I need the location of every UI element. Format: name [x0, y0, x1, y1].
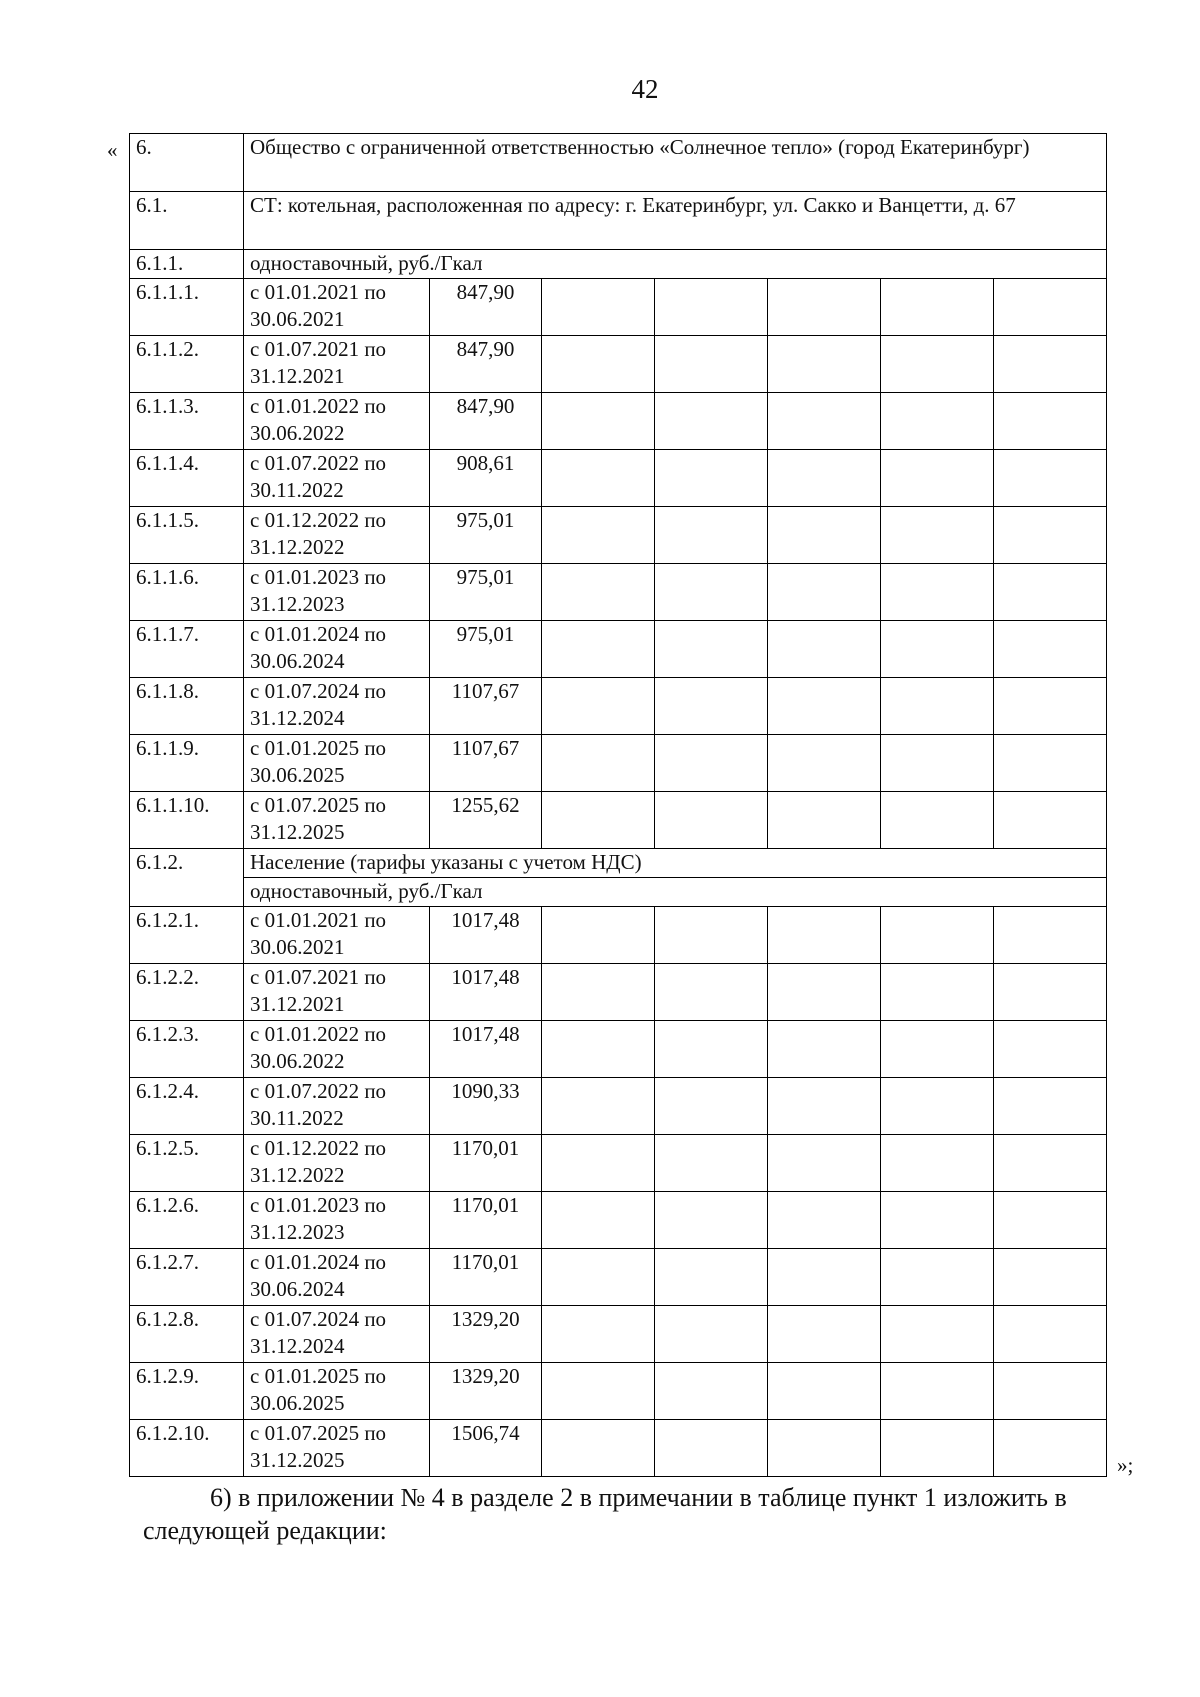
empty-cell: [768, 1363, 881, 1420]
tariff-period: с 01.07.2021 по 31.12.2021: [244, 964, 430, 1021]
empty-cell: [768, 907, 881, 964]
tariff-period: с 01.12.2022 по 31.12.2022: [244, 1135, 430, 1192]
organization-name: Общество с ограниченной ответственностью «Солнечное тепло» (город Екатеринбург): [244, 134, 1107, 192]
empty-cell: [655, 792, 768, 849]
empty-cell: [768, 1306, 881, 1363]
table-row: [130, 849, 1107, 878]
empty-cell: [655, 564, 768, 621]
tariff-period: с 01.07.2022 по 30.11.2022: [244, 450, 430, 507]
empty-cell: [994, 279, 1107, 336]
empty-cell: [542, 678, 655, 735]
empty-cell: [542, 564, 655, 621]
table-row: [130, 450, 1107, 507]
empty-cell: [768, 1249, 881, 1306]
empty-cell: [994, 621, 1107, 678]
table-row: [130, 1021, 1107, 1078]
table-row: [130, 279, 1107, 336]
empty-cell: [655, 1306, 768, 1363]
row-number: 6.1.1.1.: [130, 279, 244, 336]
tariff-period: с 01.01.2024 по 30.06.2024: [244, 1249, 430, 1306]
tariff-value: 847,90: [430, 393, 542, 450]
empty-cell: [768, 279, 881, 336]
tariff-value: 1170,01: [430, 1135, 542, 1192]
row-number: 6.1.2.8.: [130, 1306, 244, 1363]
empty-cell: [542, 279, 655, 336]
row-number: 6.1.1.10.: [130, 792, 244, 849]
empty-cell: [881, 964, 994, 1021]
empty-cell: [542, 450, 655, 507]
empty-cell: [768, 621, 881, 678]
empty-cell: [994, 907, 1107, 964]
empty-cell: [881, 279, 994, 336]
table-row: [130, 1306, 1107, 1363]
tariff-period: с 01.07.2021 по 31.12.2021: [244, 336, 430, 393]
table-row: [130, 964, 1107, 1021]
empty-cell: [881, 1420, 994, 1477]
empty-cell: [994, 1249, 1107, 1306]
table-row: [130, 735, 1107, 792]
tariff-period: с 01.01.2025 по 30.06.2025: [244, 735, 430, 792]
empty-cell: [994, 678, 1107, 735]
tariff-value: 1017,48: [430, 1021, 542, 1078]
population-heading: Население (тарифы указаны с учетом НДС): [244, 849, 1107, 878]
empty-cell: [542, 964, 655, 1021]
tariff-period: с 01.07.2022 по 30.11.2022: [244, 1078, 430, 1135]
tariff-value: 1170,01: [430, 1249, 542, 1306]
empty-cell: [542, 1078, 655, 1135]
tariff-period: с 01.01.2025 по 30.06.2025: [244, 1363, 430, 1420]
row-number: 6.1.2.2.: [130, 964, 244, 1021]
empty-cell: [655, 336, 768, 393]
tariff-period: с 01.12.2022 по 31.12.2022: [244, 507, 430, 564]
empty-cell: [655, 393, 768, 450]
empty-cell: [655, 450, 768, 507]
row-number: 6.1.1.8.: [130, 678, 244, 735]
empty-cell: [881, 450, 994, 507]
table-row: [130, 1420, 1107, 1477]
row-number: 6.1.2.5.: [130, 1135, 244, 1192]
empty-cell: [881, 678, 994, 735]
table-row: [130, 192, 1107, 250]
tariff-value: 1107,67: [430, 678, 542, 735]
tariff-value: 975,01: [430, 621, 542, 678]
row-number: 6.1.2.6.: [130, 1192, 244, 1249]
empty-cell: [881, 621, 994, 678]
empty-cell: [881, 507, 994, 564]
table-row: [130, 1363, 1107, 1420]
empty-cell: [768, 964, 881, 1021]
empty-cell: [994, 564, 1107, 621]
empty-cell: [994, 507, 1107, 564]
tariff-period: с 01.01.2022 по 30.06.2022: [244, 393, 430, 450]
empty-cell: [994, 1363, 1107, 1420]
table-row: [130, 336, 1107, 393]
empty-cell: [768, 564, 881, 621]
empty-cell: [655, 678, 768, 735]
empty-cell: [655, 1021, 768, 1078]
table-row: [130, 134, 1107, 192]
empty-cell: [542, 1192, 655, 1249]
tariff-period: с 01.01.2023 по 31.12.2023: [244, 564, 430, 621]
tariff-value: 847,90: [430, 279, 542, 336]
empty-cell: [994, 336, 1107, 393]
table-row: [130, 564, 1107, 621]
tariff-period: с 01.01.2023 по 31.12.2023: [244, 1192, 430, 1249]
empty-cell: [655, 1192, 768, 1249]
tariff-value: 1170,01: [430, 1192, 542, 1249]
empty-cell: [881, 1192, 994, 1249]
tariff-value: 975,01: [430, 564, 542, 621]
row-number: 6.1.1.4.: [130, 450, 244, 507]
empty-cell: [881, 907, 994, 964]
empty-cell: [542, 336, 655, 393]
empty-cell: [655, 279, 768, 336]
empty-cell: [994, 792, 1107, 849]
tariff-value: 1017,48: [430, 964, 542, 1021]
row-number: 6.: [130, 134, 244, 192]
empty-cell: [881, 1363, 994, 1420]
row-number: 6.1.1.3.: [130, 393, 244, 450]
closing-quote: »;: [1117, 1453, 1134, 1477]
tariff-value: 1090,33: [430, 1078, 542, 1135]
empty-cell: [768, 1135, 881, 1192]
empty-cell: [881, 792, 994, 849]
empty-cell: [881, 1249, 994, 1306]
page-number: 42: [631, 74, 659, 104]
tariff-value: 1107,67: [430, 735, 542, 792]
tariff-value: 1329,20: [430, 1306, 542, 1363]
tariff-table: [129, 133, 1107, 1477]
heat-source-address: СТ: котельная, расположенная по адресу: г. Екатеринбург, ул. Сакко и Ванцетти, д. 67: [244, 192, 1107, 250]
empty-cell: [655, 735, 768, 792]
row-number: 6.1.2.4.: [130, 1078, 244, 1135]
empty-cell: [542, 621, 655, 678]
empty-cell: [542, 792, 655, 849]
tariff-value: 975,01: [430, 507, 542, 564]
empty-cell: [655, 1249, 768, 1306]
empty-cell: [994, 1192, 1107, 1249]
empty-cell: [542, 393, 655, 450]
tariff-period: с 01.01.2021 по 30.06.2021: [244, 907, 430, 964]
empty-cell: [994, 393, 1107, 450]
empty-cell: [542, 1135, 655, 1192]
row-number: 6.1.1.2.: [130, 336, 244, 393]
empty-cell: [881, 735, 994, 792]
tariff-group-population: [130, 907, 1107, 1477]
row-number: 6.1.2.10.: [130, 1420, 244, 1477]
row-number: 6.1.2.9.: [130, 1363, 244, 1420]
empty-cell: [994, 735, 1107, 792]
tariff-type: одноставочный, руб./Гкал: [244, 250, 1107, 279]
empty-cell: [994, 964, 1107, 1021]
empty-cell: [542, 907, 655, 964]
empty-cell: [655, 964, 768, 1021]
table-row: [130, 1192, 1107, 1249]
tariff-value: 1255,62: [430, 792, 542, 849]
empty-cell: [768, 1078, 881, 1135]
empty-cell: [542, 1363, 655, 1420]
empty-cell: [881, 336, 994, 393]
tariff-value: 1329,20: [430, 1363, 542, 1420]
opening-quote: «: [107, 138, 118, 162]
empty-cell: [655, 507, 768, 564]
empty-cell: [768, 336, 881, 393]
row-number: 6.1.1.9.: [130, 735, 244, 792]
table-row: [130, 1249, 1107, 1306]
empty-cell: [994, 450, 1107, 507]
tariff-value: 908,61: [430, 450, 542, 507]
empty-cell: [881, 1078, 994, 1135]
empty-cell: [994, 1021, 1107, 1078]
empty-cell: [768, 1192, 881, 1249]
empty-cell: [542, 735, 655, 792]
row-number: 6.1.2.1.: [130, 907, 244, 964]
row-number: 6.1.2.: [130, 849, 244, 907]
tariff-period: с 01.07.2025 по 31.12.2025: [244, 792, 430, 849]
row-number: 6.1.2.3.: [130, 1021, 244, 1078]
empty-cell: [881, 564, 994, 621]
row-number: 6.1.1.6.: [130, 564, 244, 621]
tariff-period: с 01.01.2024 по 30.06.2024: [244, 621, 430, 678]
empty-cell: [881, 1135, 994, 1192]
table-row: [130, 678, 1107, 735]
row-number: 6.1.1.5.: [130, 507, 244, 564]
row-number: 6.1.2.7.: [130, 1249, 244, 1306]
empty-cell: [655, 907, 768, 964]
empty-cell: [768, 735, 881, 792]
empty-cell: [542, 507, 655, 564]
amendment-paragraph: 6) в приложении № 4 в разделе 2 в примечании в таблице пункт 1 изложить в следующей редакции:: [143, 1483, 1067, 1545]
empty-cell: [655, 1078, 768, 1135]
empty-cell: [881, 1021, 994, 1078]
empty-cell: [768, 1021, 881, 1078]
empty-cell: [768, 450, 881, 507]
empty-cell: [655, 1420, 768, 1477]
table-row: [130, 250, 1107, 279]
tariff-period: с 01.01.2022 по 30.06.2022: [244, 1021, 430, 1078]
table-row: [130, 792, 1107, 849]
tariff-value: 1017,48: [430, 907, 542, 964]
table-row: [130, 1078, 1107, 1135]
empty-cell: [768, 678, 881, 735]
empty-cell: [881, 1306, 994, 1363]
empty-cell: [655, 1135, 768, 1192]
table-row: [130, 1135, 1107, 1192]
row-number: 6.1.1.7.: [130, 621, 244, 678]
table-row: [130, 393, 1107, 450]
empty-cell: [768, 393, 881, 450]
empty-cell: [542, 1420, 655, 1477]
tariff-value: 847,90: [430, 336, 542, 393]
table-row: [130, 507, 1107, 564]
table-row: [130, 907, 1107, 964]
empty-cell: [768, 507, 881, 564]
empty-cell: [655, 621, 768, 678]
row-number: 6.1.: [130, 192, 244, 250]
empty-cell: [994, 1306, 1107, 1363]
empty-cell: [994, 1078, 1107, 1135]
empty-cell: [881, 393, 994, 450]
empty-cell: [768, 792, 881, 849]
table-row: [130, 878, 1107, 907]
tariff-period: с 01.07.2025 по 31.12.2025: [244, 1420, 430, 1477]
empty-cell: [655, 1363, 768, 1420]
tariff-period: с 01.01.2021 по 30.06.2021: [244, 279, 430, 336]
table-row: [130, 621, 1107, 678]
tariff-value: 1506,74: [430, 1420, 542, 1477]
empty-cell: [542, 1306, 655, 1363]
empty-cell: [994, 1420, 1107, 1477]
tariff-period: с 01.07.2024 по 31.12.2024: [244, 678, 430, 735]
empty-cell: [768, 1420, 881, 1477]
tariff-period: с 01.07.2024 по 31.12.2024: [244, 1306, 430, 1363]
tariff-type: одноставочный, руб./Гкал: [244, 878, 1107, 907]
empty-cell: [994, 1135, 1107, 1192]
empty-cell: [542, 1249, 655, 1306]
tariff-group-other: [130, 279, 1107, 849]
row-number: 6.1.1.: [130, 250, 244, 279]
empty-cell: [542, 1021, 655, 1078]
